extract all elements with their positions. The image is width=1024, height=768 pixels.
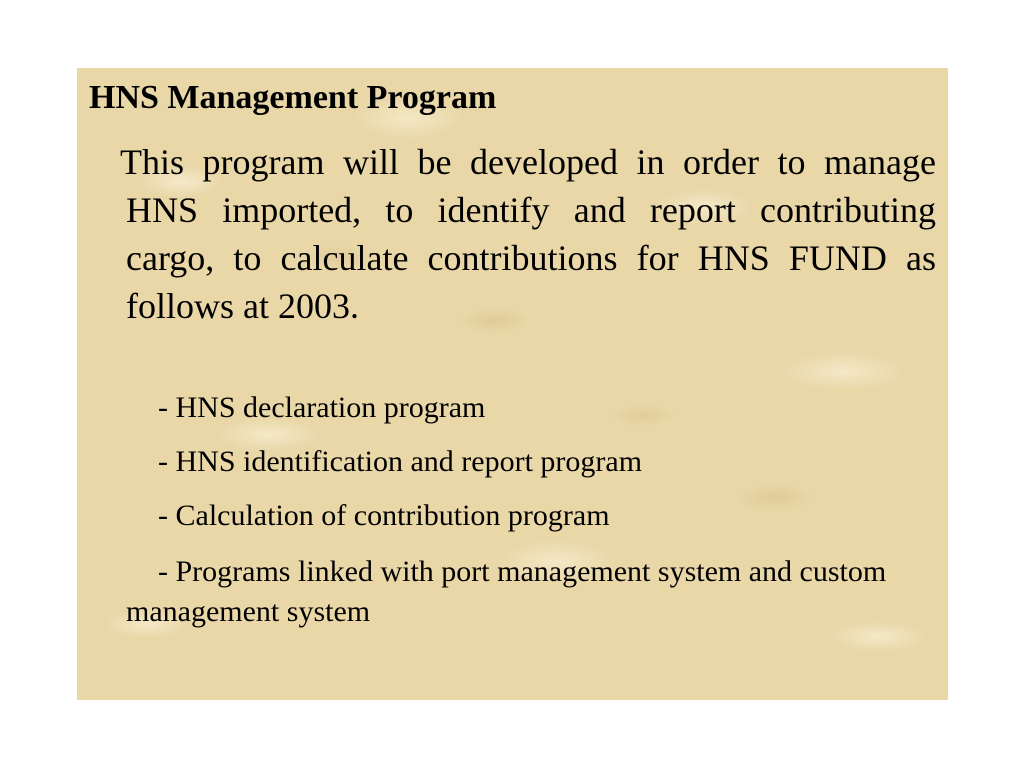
intro-paragraph: This program will be developed in order to manage HNS imported, to identify and report contributing cargo, to calculate contributions for HNS FUND as follows at 2003. [120,142,936,326]
slide-title: HNS Management Program [89,79,497,116]
list-item-hns-identification: - HNS identification and report program [158,445,643,478]
list-item-hns-declaration: - HNS declaration program [158,391,486,424]
list-item-linked-programs: - Programs linked with port management system and custom management system [126,555,887,628]
parchment-text-panel [77,68,948,700]
list-item-contribution-calculation: - Calculation of contribution program [158,499,610,532]
program-list [126,390,936,650]
